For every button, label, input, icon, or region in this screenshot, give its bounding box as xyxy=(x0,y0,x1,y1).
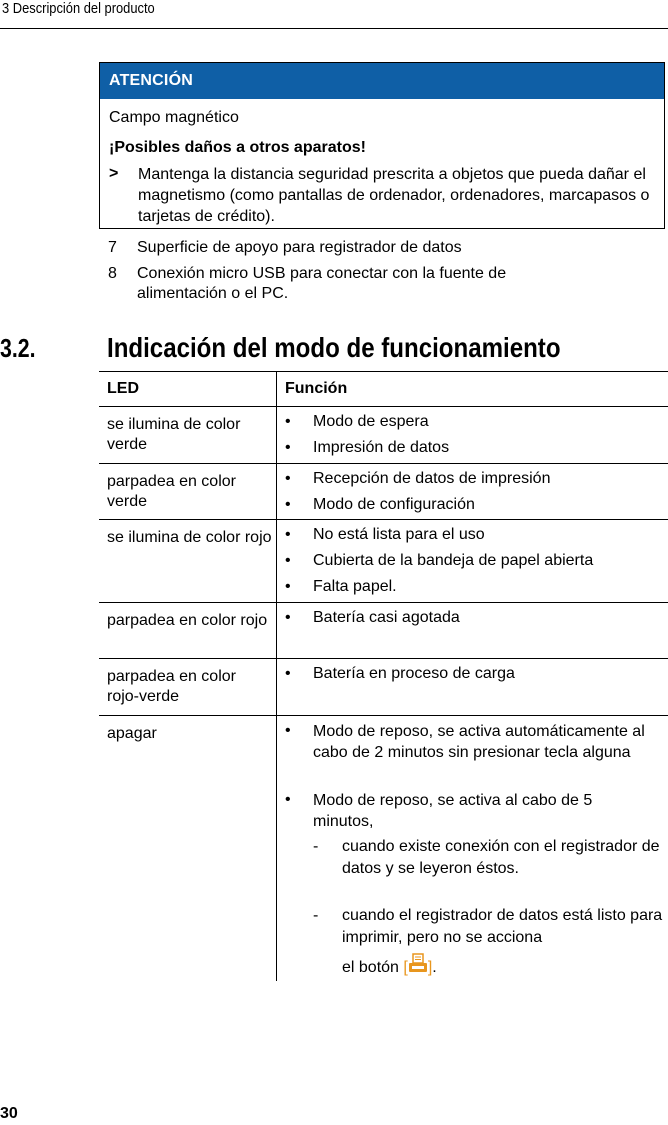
table-row-rule xyxy=(99,406,668,407)
led-state: se ilumina de color verde xyxy=(107,416,241,453)
bullet: • xyxy=(285,496,291,513)
sub-item-text: cuando existe conexión con el registrador de datos y se leyeron éstos. xyxy=(342,838,660,877)
bullet: • xyxy=(285,526,291,543)
button-reference xyxy=(342,953,437,979)
table-column-divider xyxy=(276,371,277,981)
table-row-rule xyxy=(99,715,668,716)
button-prefix: el botón xyxy=(342,959,399,976)
header-rule xyxy=(0,28,668,29)
bullet: • xyxy=(285,578,291,595)
function-text: Modo de reposo, se activa al cabo de 5 minutos, xyxy=(313,792,593,830)
part-number: 8 xyxy=(108,265,117,282)
bullet: • xyxy=(285,722,291,739)
bullet: • xyxy=(285,791,291,808)
bracket-close: ] xyxy=(427,959,433,976)
running-header: 3 Descripción del producto xyxy=(2,0,155,17)
led-state: se ilumina de color rojo xyxy=(107,529,272,546)
function-text: Falta papel. xyxy=(313,578,397,595)
page-number: 30 xyxy=(0,1105,18,1122)
bullet: • xyxy=(285,665,291,682)
section-title: Indicación del modo de funcionamiento xyxy=(107,332,561,363)
table-row-rule xyxy=(99,519,668,520)
function-text: Batería en proceso de carga xyxy=(313,665,515,682)
period: . xyxy=(432,959,437,976)
function-text: Recepción de datos de impresión xyxy=(313,470,551,487)
warning-instruction: Mantenga la distancia seguridad prescrita a objetos que pueda dañar el magnetismo (como pantallas de ordenador, ordenadores, marcapasos o tarjetas de crédito). xyxy=(138,166,650,225)
bullet: • xyxy=(285,439,291,456)
dash: - xyxy=(313,838,319,855)
bullet: • xyxy=(285,413,291,430)
table-top-rule xyxy=(99,371,668,372)
table-row-rule xyxy=(99,602,668,603)
warning-box xyxy=(99,62,665,229)
led-state: parpadea en color rojo-verde xyxy=(107,668,236,705)
bracket-open: [ xyxy=(403,959,408,976)
part-number: 7 xyxy=(108,239,117,256)
part-text: Superficie de apoyo para registrador de datos xyxy=(137,239,462,256)
column-header-function: Función xyxy=(285,380,348,397)
dash: - xyxy=(313,907,319,924)
sub-item-text: cuando el registrador de datos está listo para imprimir, pero no se acciona xyxy=(342,907,663,946)
function-text: Batería casi agotada xyxy=(313,609,460,626)
function-text: Cubierta de la bandeja de papel abierta xyxy=(313,552,594,569)
warning-arrow: > xyxy=(109,165,119,182)
warning-danger: ¡Posibles daños a otros aparatos! xyxy=(109,139,366,156)
warning-subtitle: Campo magnético xyxy=(109,109,239,126)
function-text: Modo de configuración xyxy=(313,496,475,513)
function-text: Impresión de datos xyxy=(313,439,450,456)
function-text: No está lista para el uso xyxy=(313,526,485,543)
section-number: 3.2. xyxy=(0,333,36,363)
bullet: • xyxy=(285,609,291,626)
function-text: Modo de reposo, se activa automáticamente al cabo de 2 minutos sin presionar tecla alguna xyxy=(313,723,645,761)
part-text: Conexión micro USB para conectar con la fuente de alimentación o el PC. xyxy=(137,265,507,302)
function-text: Modo de espera xyxy=(313,413,429,430)
printer-icon xyxy=(408,953,428,975)
table-row-rule xyxy=(99,463,668,464)
led-state: parpadea en color verde xyxy=(107,473,236,510)
table-row-rule xyxy=(99,658,668,659)
bullet: • xyxy=(285,552,291,569)
warning-title: ATENCIÓN xyxy=(100,63,664,99)
led-state: apagar xyxy=(107,725,157,742)
column-header-led: LED xyxy=(107,380,139,397)
led-state: parpadea en color rojo xyxy=(107,612,268,629)
bullet: • xyxy=(285,470,291,487)
